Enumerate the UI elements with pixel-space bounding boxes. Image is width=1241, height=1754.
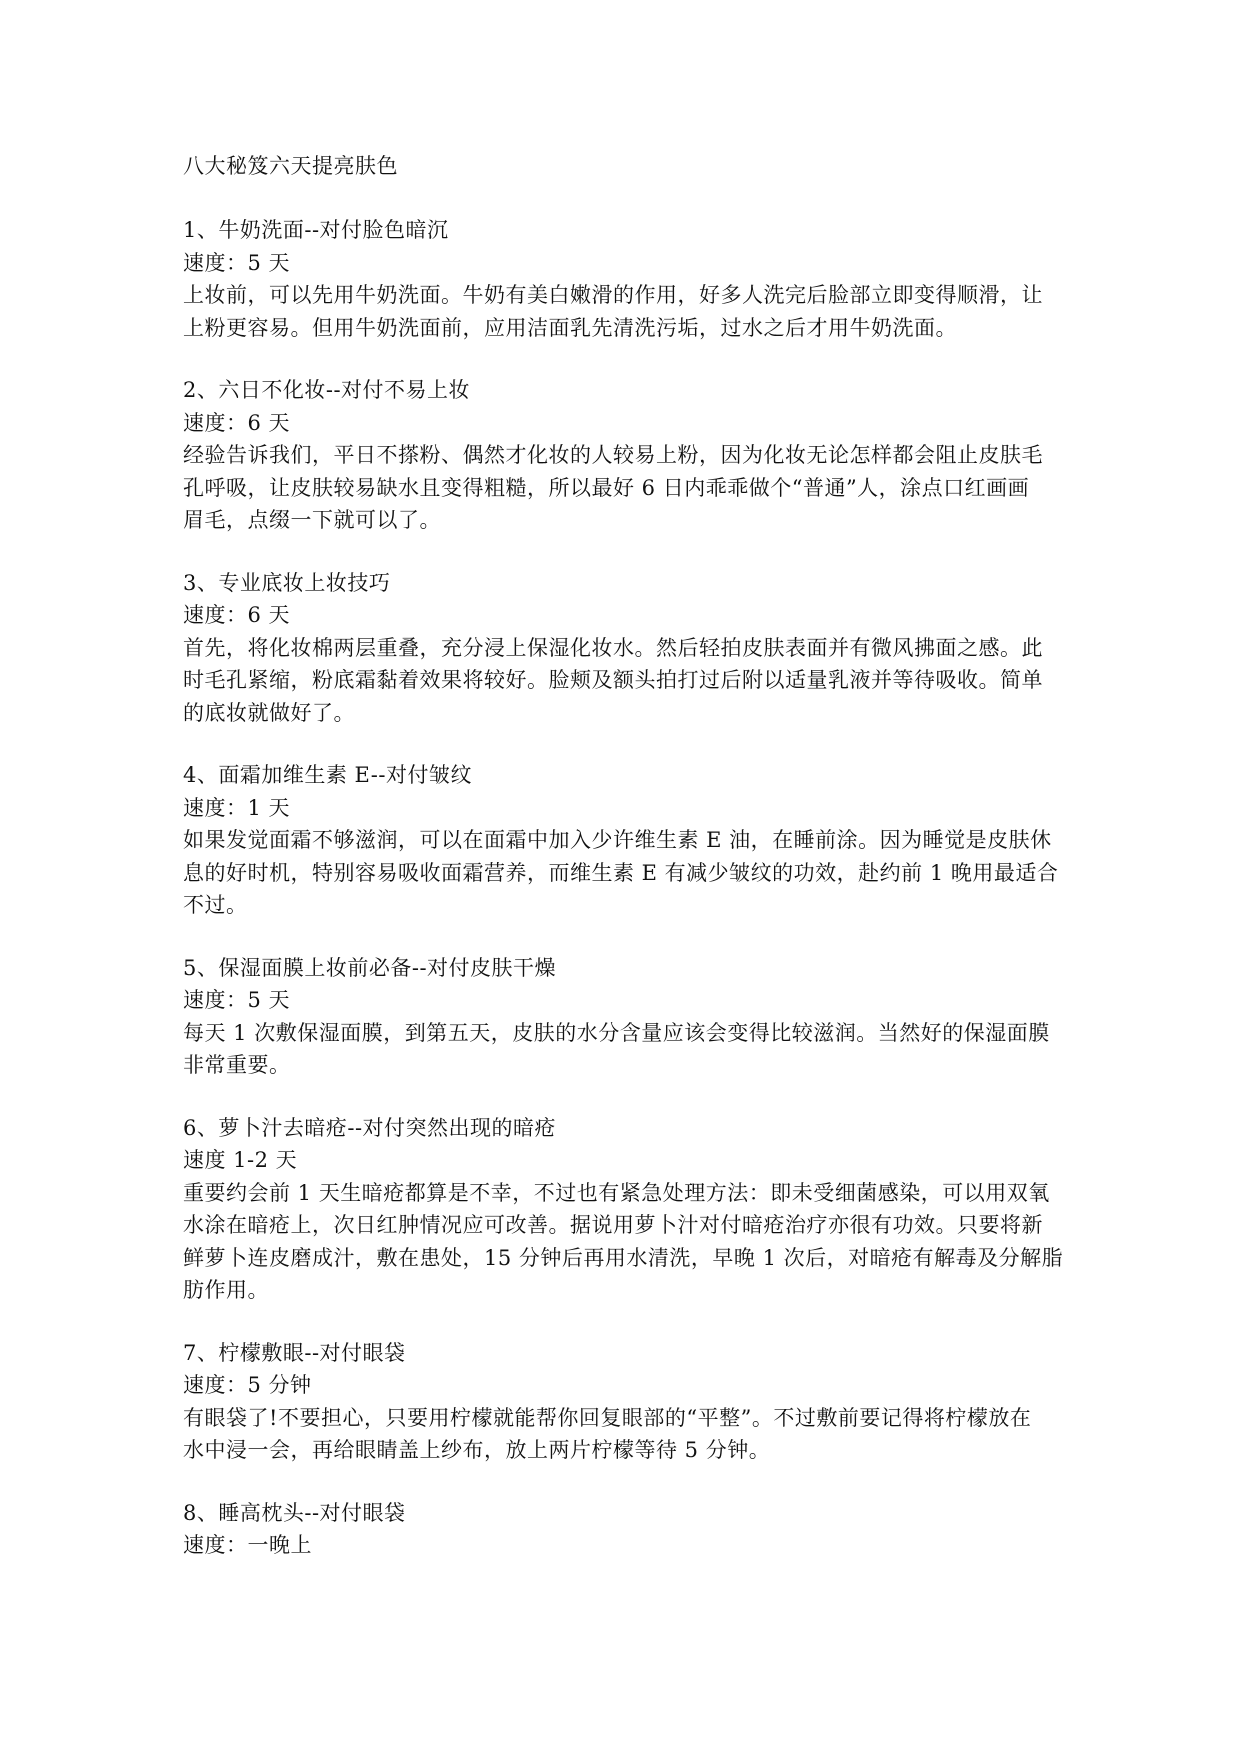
section: [183, 1337, 1063, 1467]
section: [183, 214, 1063, 344]
paragraph-line: 有眼袋了!不要担心，只要用柠檬就能帮你回复眼部的“平整”。不过敷前要记得将柠檬放在: [183, 1405, 1032, 1430]
section-speed: 速度：5 天: [183, 988, 291, 1012]
section-heading: 2、六日不化妆--对付不易上妆: [183, 378, 471, 402]
section-speed: 速度：一晚上: [183, 1533, 312, 1557]
section-heading: 3、专业底妆上妆技巧: [183, 570, 391, 595]
paragraph-line: 不过。: [183, 893, 248, 917]
section: [183, 374, 1063, 537]
sections-container: [183, 214, 1063, 1562]
section: [183, 759, 1063, 922]
paragraph-line: 肪作用。: [183, 1278, 269, 1302]
paragraph-line: 眉毛，点缀一下就可以了。: [183, 508, 441, 532]
paragraph-line: 首先，将化妆棉两层重叠，充分浸上保湿化妆水。然后轻拍皮肤表面并有微风拂面之感。此: [183, 635, 1043, 660]
section-heading: 4、面霜加维生素 E--对付皱纹: [183, 763, 472, 787]
paragraph-line: 如果发觉面霜不够滋润，可以在面霜中加入少许维生素 E 油，在睡前涂。因为睡觉是皮肤休: [183, 828, 1052, 852]
section-heading: 7、柠檬敷眼--对付眼袋: [183, 1340, 406, 1365]
paragraph-line: 水中浸一会，再给眼睛盖上纱布，放上两片柠檬等待 5 分钟。: [183, 1438, 771, 1462]
section: [183, 1112, 1063, 1307]
section-speed: 速度：6 天: [183, 603, 291, 627]
section: [183, 1497, 1063, 1562]
section-heading: 6、萝卜汁去暗疮--对付突然出现的暗疮: [183, 1115, 557, 1140]
paragraph-line: 孔呼吸，让皮肤较易缺水且变得粗糙，所以最好 6 日内乖乖做个“普通”人，涂点口红画画: [183, 475, 1030, 500]
paragraph-line: 重要约会前 1 天生暗疮都算是不幸，不过也有紧急处理方法：即未受细菌感染，可以用双氧: [183, 1180, 1050, 1205]
paragraph-line: 经验告诉我们，平日不搽粉、偶然才化妆的人较易上粉，因为化妆无论怎样都会阻止皮肤毛: [183, 443, 1043, 467]
paragraph-line: 水涂在暗疮上，次日红肿情况应可改善。据说用萝卜汁对付暗疮治疗亦很有功效。只要将新: [183, 1213, 1043, 1237]
document-title: 八大秘笈六天提亮肤色: [183, 154, 398, 178]
paragraph-line: 上妆前，可以先用牛奶洗面。牛奶有美白嫩滑的作用，好多人洗完后脸部立即变得顺滑，让: [183, 283, 1043, 307]
section-heading: 1、牛奶洗面--对付脸色暗沉: [183, 218, 449, 242]
section-speed: 速度：6 天: [183, 410, 291, 435]
paragraph-line: 的底妆就做好了。: [183, 700, 355, 725]
paragraph-line: 上粉更容易。但用牛奶洗面前，应用洁面乳先清洗污垢，过水之后才用牛奶洗面。: [183, 315, 957, 340]
section-speed: 速度：5 分钟: [183, 1373, 312, 1397]
section: [183, 567, 1063, 730]
paragraph-line: 时毛孔紧缩，粉底霜黏着效果将较好。脸颊及额头拍打过后附以适量乳液并等待吸收。简单: [183, 668, 1043, 692]
section-heading: 5、保湿面膜上妆前必备--对付皮肤干燥: [183, 955, 557, 980]
paragraph-line: 鲜萝卜连皮磨成汁，敷在患处，15 分钟后再用水清洗，早晚 1 次后，对暗疮有解毒及分解脂: [183, 1245, 1064, 1270]
paragraph-line: 息的好时机，特别容易吸收面霜营养，而维生素 E 有减少皱纹的功效，赴约前 1 晚用最适合: [183, 860, 1059, 885]
section-speed: 速度：1 天: [183, 795, 291, 820]
document-page: [183, 150, 1063, 1592]
section-speed: 速度：5 天: [183, 250, 291, 275]
paragraph-line: 每天 1 次敷保湿面膜，到第五天，皮肤的水分含量应该会变得比较滋润。当然好的保湿面膜: [183, 1020, 1050, 1045]
section: [183, 952, 1063, 1082]
section-speed: 速度 1-2 天: [183, 1148, 298, 1172]
section-heading: 8、睡高枕头--对付眼袋: [183, 1500, 406, 1525]
paragraph-line: 非常重要。: [183, 1053, 291, 1077]
